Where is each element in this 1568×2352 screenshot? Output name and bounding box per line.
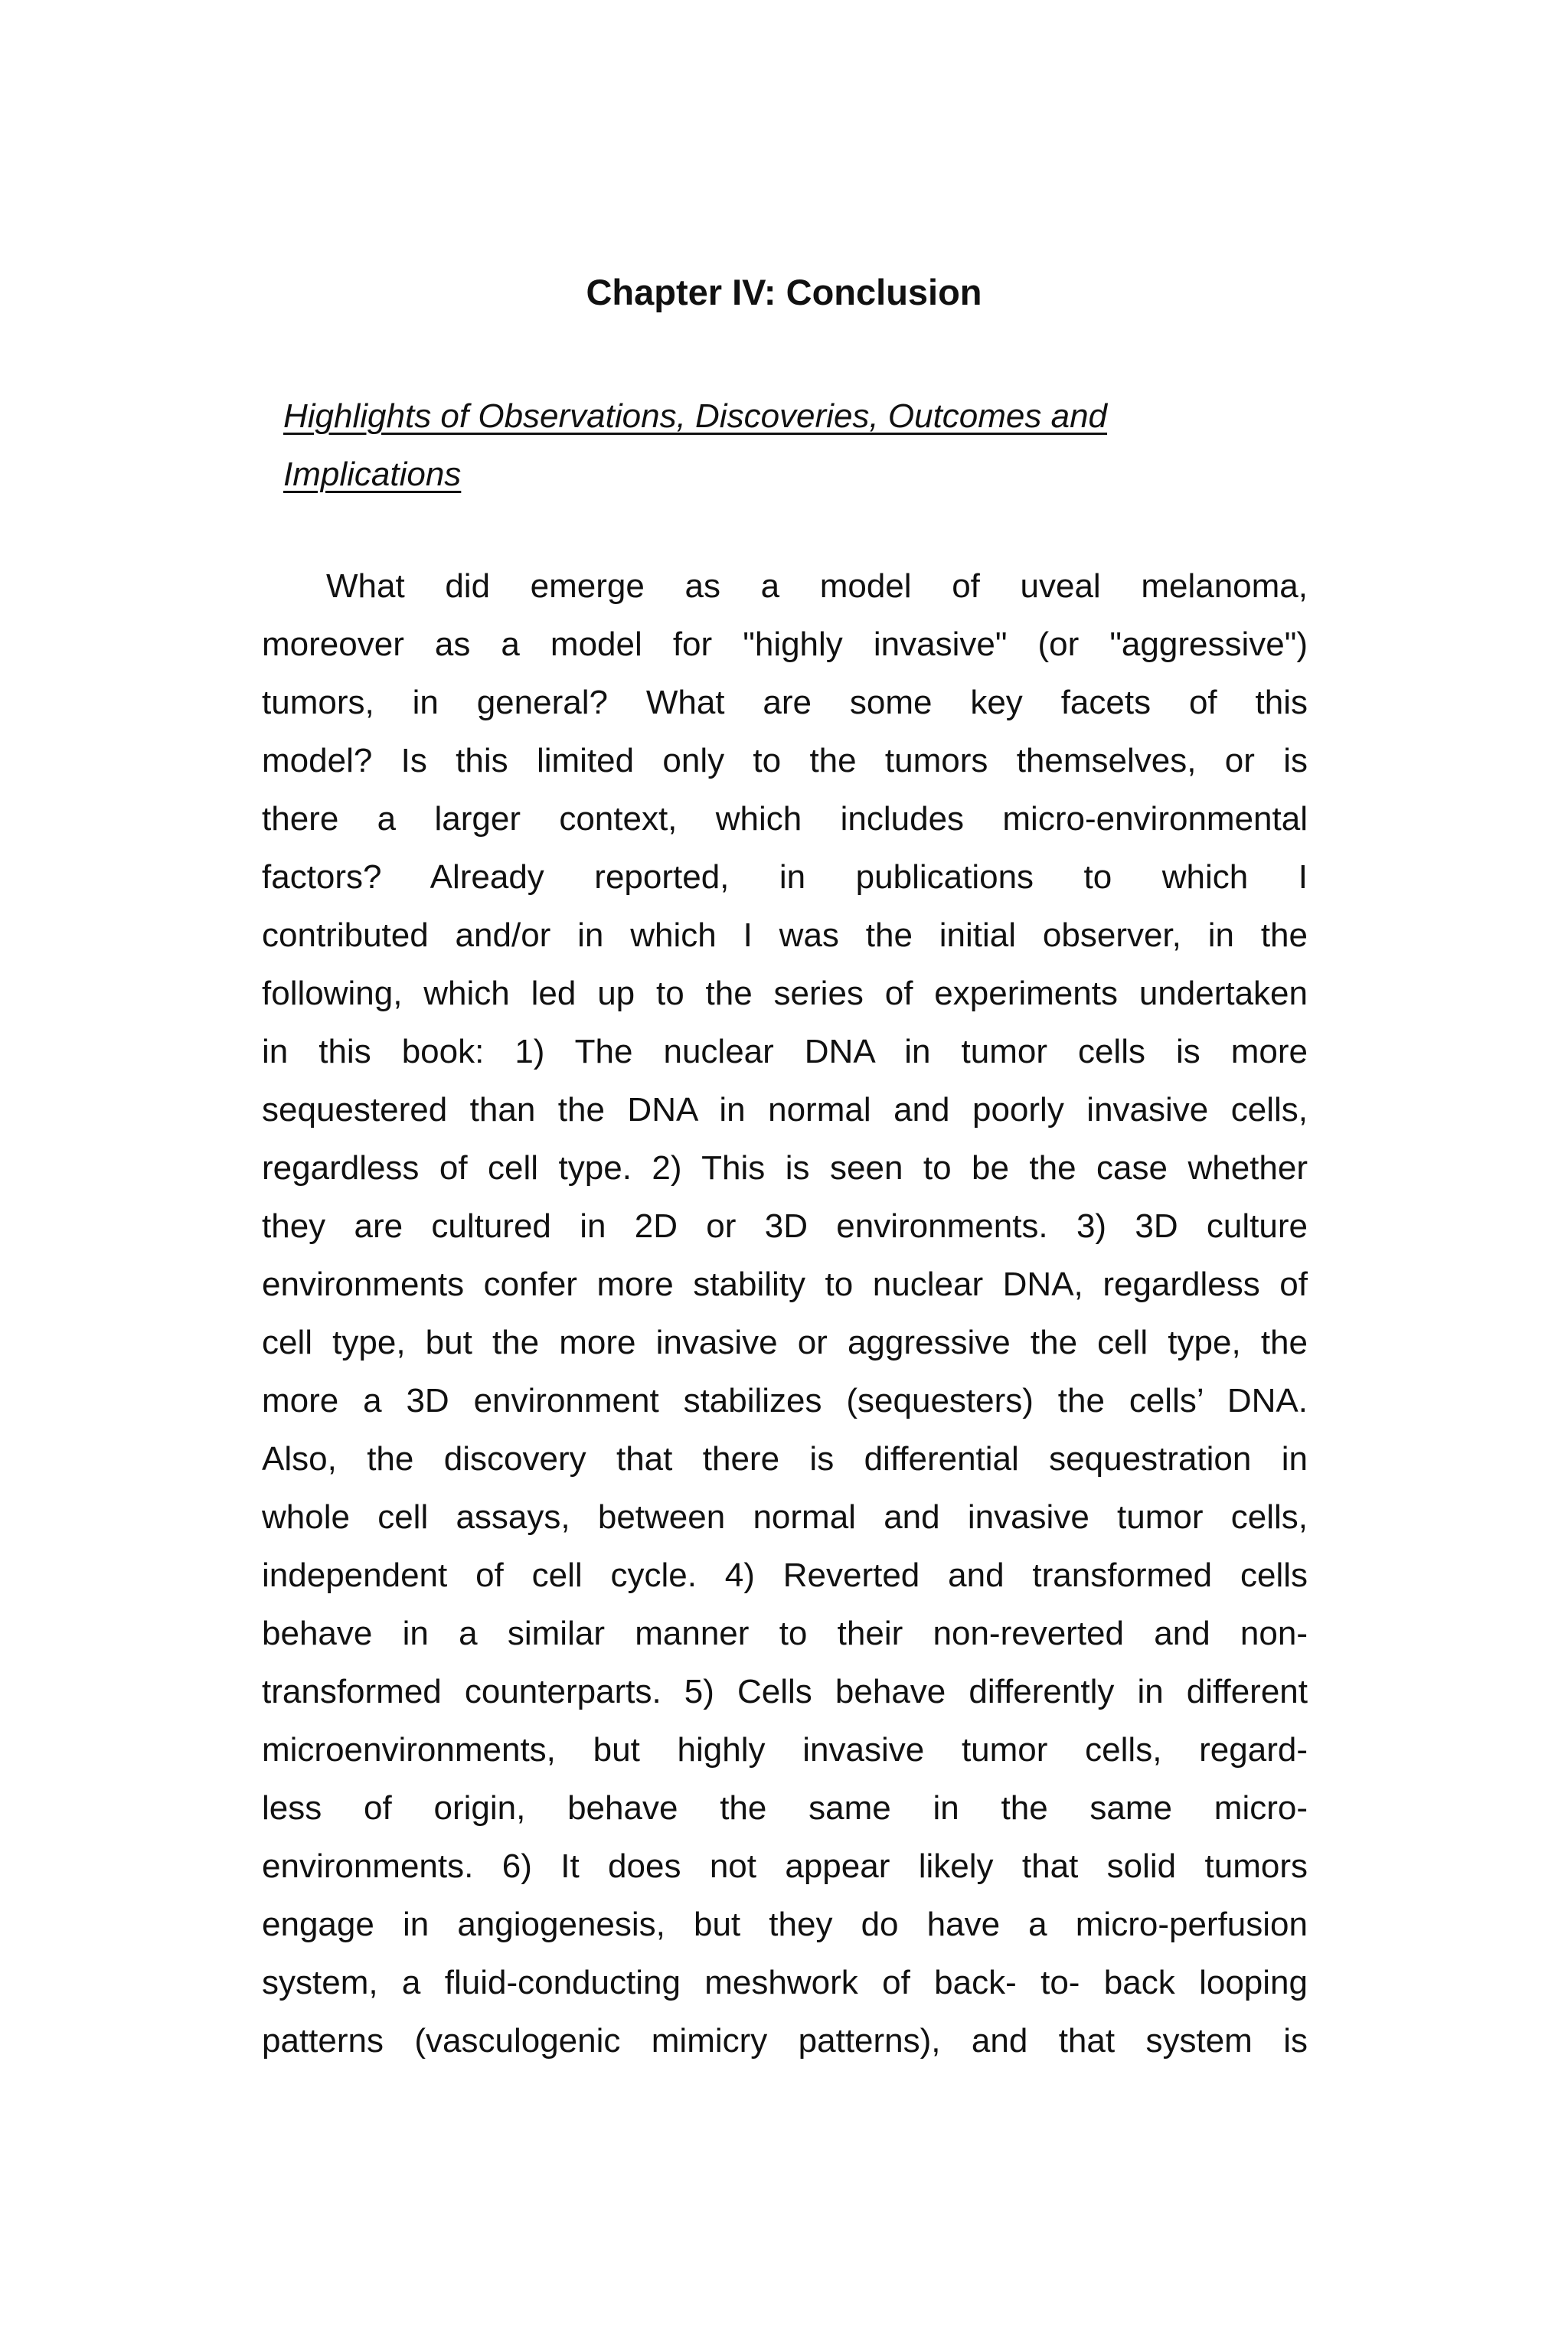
body-text-line: independent of cell cycle. 4) Reverted and transformed cells bbox=[262, 1557, 1308, 1594]
body-text-line: microenvironments, but highly invasive tumor cells, regard- bbox=[262, 1731, 1308, 1769]
body-text-line: regardless of cell type. 2) This is seen to be the case whether bbox=[262, 1149, 1308, 1187]
body-text-line: less of origin, behave the same in the same micro- bbox=[262, 1789, 1308, 1827]
body-text-line: environments. 6) It does not appear likely that solid tumors bbox=[262, 1847, 1308, 1885]
body-text-line: cell type, but the more invasive or aggressive the cell type, the bbox=[262, 1324, 1308, 1361]
body-text-line: transformed counterparts. 5) Cells behave differently in different bbox=[262, 1673, 1308, 1710]
body-text-line: contributed and/or in which I was the initial observer, in the bbox=[262, 916, 1308, 954]
body-text-line: behave in a similar manner to their non-reverted and non- bbox=[262, 1615, 1308, 1652]
body-text-line: in this book: 1) The nuclear DNA in tumor cells is more bbox=[262, 1033, 1308, 1070]
body-text-line: moreover as a model for "highly invasive" (or "aggressive") bbox=[262, 626, 1308, 663]
section-heading-line-1: Highlights of Observations, Discoveries, Outcomes and bbox=[283, 397, 1108, 435]
body-text-line: there a larger context, which includes micro-environmental bbox=[262, 800, 1308, 838]
chapter-title: Chapter IV: Conclusion bbox=[586, 272, 982, 312]
body-text-line: whole cell assays, between normal and invasive tumor cells, bbox=[262, 1498, 1308, 1536]
body-text-line: sequestered than the DNA in normal and poorly invasive cells, bbox=[262, 1091, 1308, 1129]
body-paragraph bbox=[262, 557, 1308, 2070]
body-text-line: environments confer more stability to nuclear DNA, regardless of bbox=[262, 1266, 1308, 1303]
body-text-line: What did emerge as a model of uveal melanoma, bbox=[326, 567, 1308, 605]
body-text-line: patterns (vasculogenic mimicry patterns), and that system is bbox=[262, 2022, 1308, 2060]
section-heading-line-2: Implications bbox=[283, 456, 462, 493]
body-text-line: model? Is this limited only to the tumors themselves, or is bbox=[262, 742, 1308, 779]
body-text-line: factors? Already reported, in publications to which I bbox=[262, 858, 1308, 896]
body-text-line: system, a fluid-conducting meshwork of back- to- back looping bbox=[262, 1964, 1308, 2001]
body-text-line: Also, the discovery that there is differential sequestration in bbox=[262, 1440, 1308, 1478]
body-text-line: tumors, in general? What are some key facets of this bbox=[262, 684, 1308, 721]
body-text-line: they are cultured in 2D or 3D environments. 3) 3D culture bbox=[262, 1207, 1308, 1245]
body-text-line: more a 3D environment stabilizes (sequesters) the cells’ DNA. bbox=[262, 1382, 1308, 1419]
body-text-line: engage in angiogenesis, but they do have a micro-perfusion bbox=[262, 1906, 1308, 1943]
section-heading bbox=[283, 387, 1355, 504]
body-text-line: following, which led up to the series of experiments undertaken bbox=[262, 975, 1308, 1012]
